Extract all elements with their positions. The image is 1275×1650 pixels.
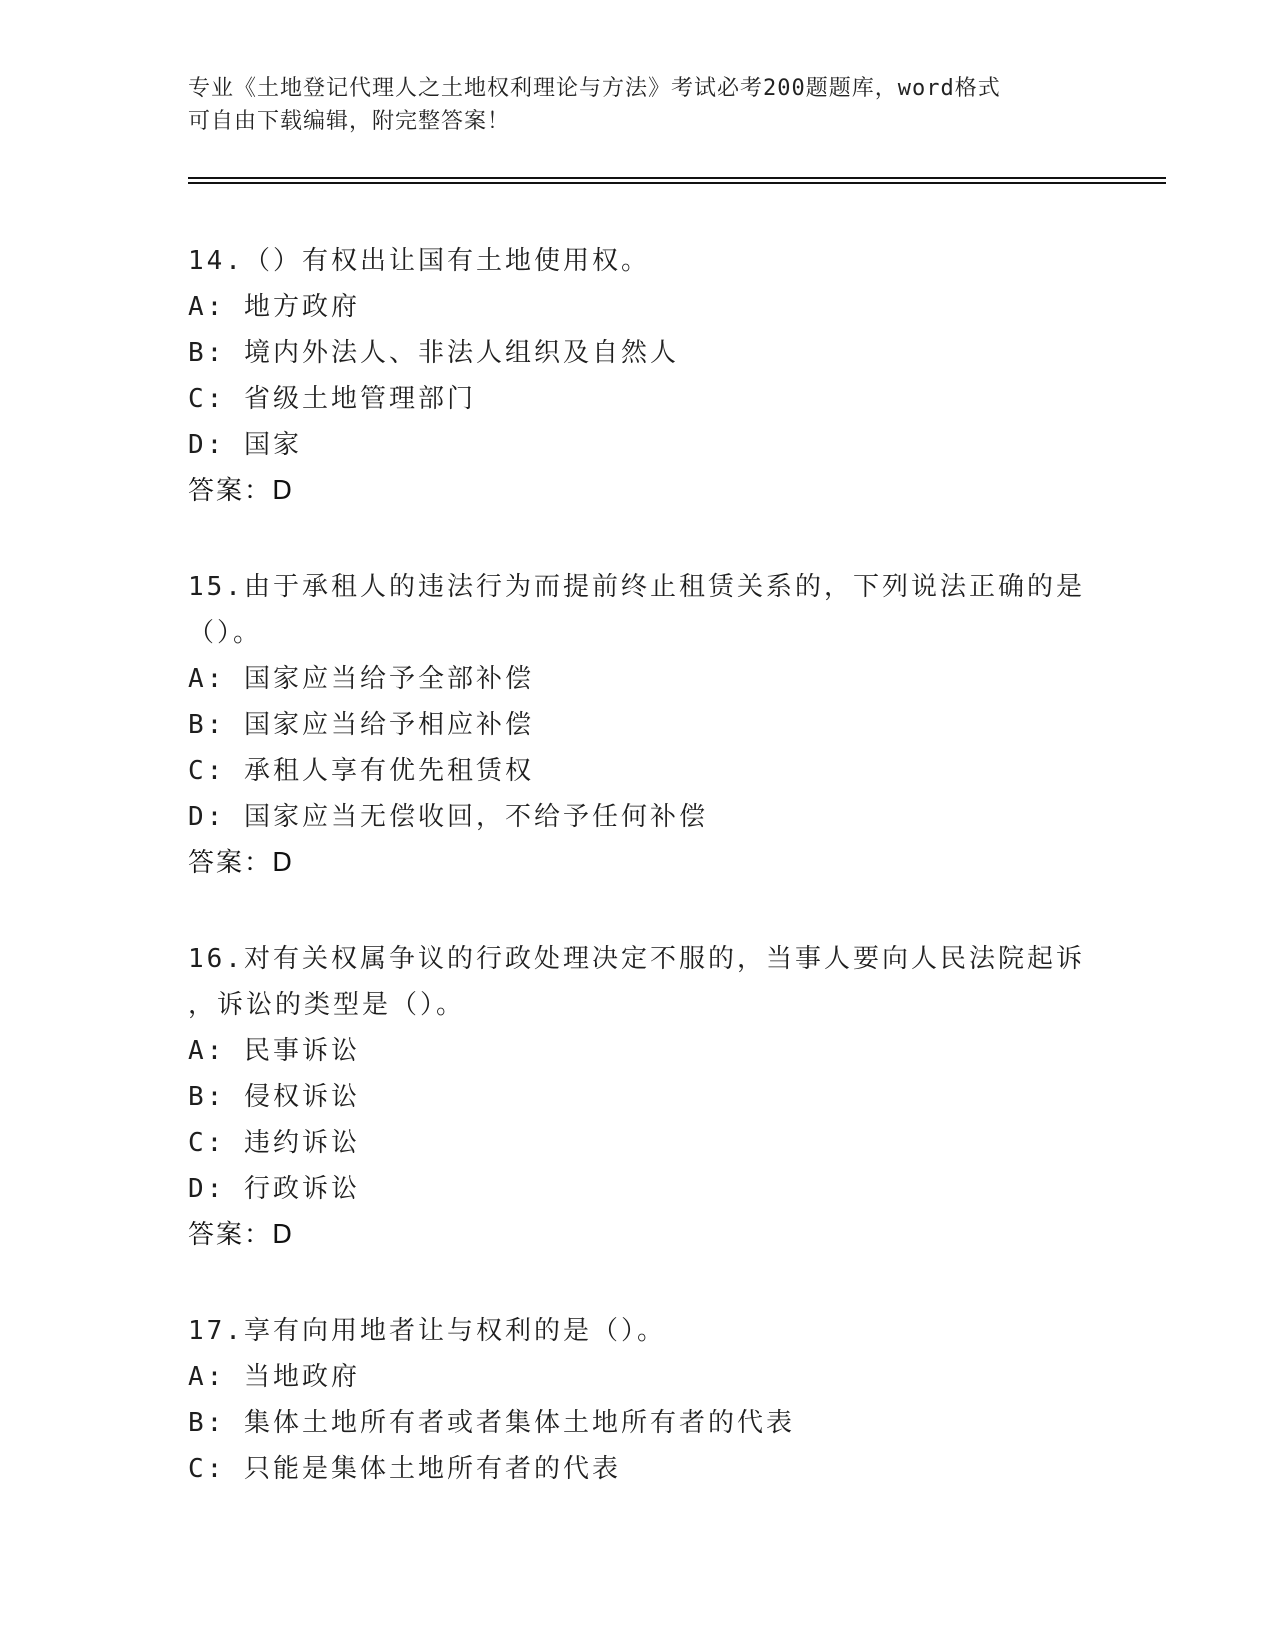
option-c: C: 只能是集体土地所有者的代表 [188,1454,621,1484]
option-d: D: 国家应当无偿收回，不给予任何补偿 [188,802,708,832]
answer-line: 答案：D [188,476,295,506]
option-b: B: 集体土地所有者或者集体土地所有者的代表 [188,1408,795,1438]
option-a: A: 国家应当给予全部补偿 [188,664,534,694]
question-stem-continued: （）。 [188,618,263,648]
option-c: C: 承租人享有优先租赁权 [188,756,534,786]
option-a: A: 地方政府 [188,292,360,322]
document-header [188,72,1088,138]
answer-line: 答案：D [188,848,295,878]
question-stem: 17.享有向用地者让与权利的是（）。 [188,1316,666,1346]
question-stem-continued: ，诉讼的类型是（）。 [188,990,466,1020]
question-17 [188,1308,1088,1492]
answer-line: 答案：D [188,1220,295,1250]
header-line-2: 可自由下载编辑，附完整答案！ [188,109,511,134]
option-c: C: 违约诉讼 [188,1128,360,1158]
header-line-1: 专业《土地登记代理人之土地权利理论与方法》考试必考200题题库，word格式 [188,76,1001,101]
question-15 [188,564,1088,886]
question-stem: 15.由于承租人的违法行为而提前终止租赁关系的，下列说法正确的是 [188,572,1085,602]
option-a: A: 当地政府 [188,1362,360,1392]
question-stem: 16.对有关权属争议的行政处理决定不服的，当事人要向人民法院起诉 [188,944,1085,974]
option-d: D: 行政诉讼 [188,1174,360,1204]
header-divider-bottom [188,182,1166,184]
question-stem: 14.（）有权出让国有土地使用权。 [188,246,650,276]
option-b: B: 国家应当给予相应补偿 [188,710,534,740]
option-b: B: 侵权诉讼 [188,1082,360,1112]
option-a: A: 民事诉讼 [188,1036,360,1066]
header-divider-top [188,177,1166,179]
option-d: D: 国家 [188,430,302,460]
question-14 [188,238,1088,514]
option-c: C: 省级土地管理部门 [188,384,476,414]
option-b: B: 境内外法人、非法人组织及自然人 [188,338,679,368]
question-list [188,238,1088,1542]
question-16 [188,936,1088,1258]
